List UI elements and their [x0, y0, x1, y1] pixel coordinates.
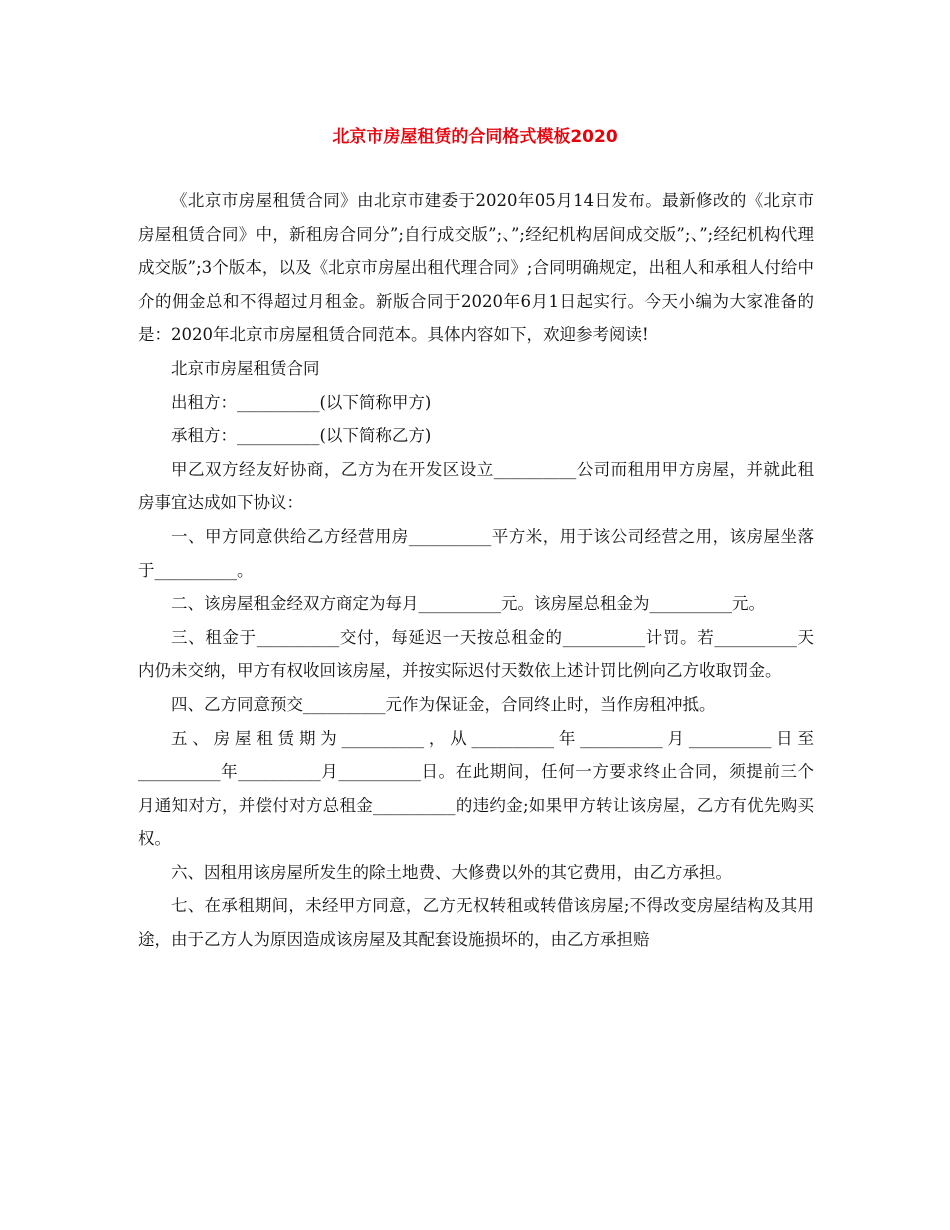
paragraph: 五、房屋租赁期为__________，从__________年__________月__________日至__________年__________月__________日。在此期间，任何一方要求终止合同，须提前三个月通知对方，并偿付对方总租金__________的违约金;如果甲方转让该房屋，乙方有优先购买权。 [138, 728, 814, 849]
paragraph: 出租方：__________(以下简称甲方) [171, 392, 432, 412]
paragraph: 北京市房屋租赁合同 [171, 358, 320, 378]
paragraph: 三、租金于__________交付，每延迟一天按总租金的__________计罚。若__________天内仍未交纳，甲方有权收回该房屋，并按实际迟付天数依上述计罚比例向乙方收取罚金。 [138, 627, 814, 681]
paragraph: 二、该房屋租金经双方商定为每月__________元。该房屋总租金为__________元。 [171, 594, 765, 614]
document-title: 北京市房屋租赁的合同格式模板2020 [332, 127, 618, 147]
document-body [138, 184, 814, 957]
paragraph: 《北京市房屋租赁合同》由北京市建委于2020年05月14日发布。最新修改的《北京市房屋租赁合同》中，新租房合同分”;自行成交版”;、”;经纪机构居间成交版”;、”;经纪机构代理成交版”;3个版本，以及《北京市房屋出租代理合同》;合同明确规定，出租人和承租人付给中介的佣金总和不得超过月租金。新版合同于2020年6月1日起实行。今天小编为大家准备的是：2020年北京市房屋租赁合同范本。具体内容如下，欢迎参考阅读! [138, 191, 814, 345]
paragraph: 四、乙方同意预交__________元作为保证金，合同终止时，当作房租冲抵。 [171, 694, 716, 714]
paragraph: 承租方：__________(以下简称乙方) [171, 426, 432, 446]
paragraph: 六、因租用该房屋所发生的除土地费、大修费以外的其它费用，由乙方承担。 [171, 862, 732, 882]
paragraph: 七、在承租期间，未经甲方同意，乙方无权转租或转借该房屋;不得改变房屋结构及其用途，由于乙方人为原因造成该房屋及其配套设施损坏的，由乙方承担赔 [138, 896, 814, 950]
paragraph: 甲乙双方经友好协商，乙方为在开发区设立__________公司而租用甲方房屋，并就此租房事宜达成如下协议： [138, 459, 814, 513]
paragraph: 一、甲方同意供给乙方经营用房__________平方米，用于该公司经营之用，该房屋坐落于__________。 [138, 526, 814, 580]
